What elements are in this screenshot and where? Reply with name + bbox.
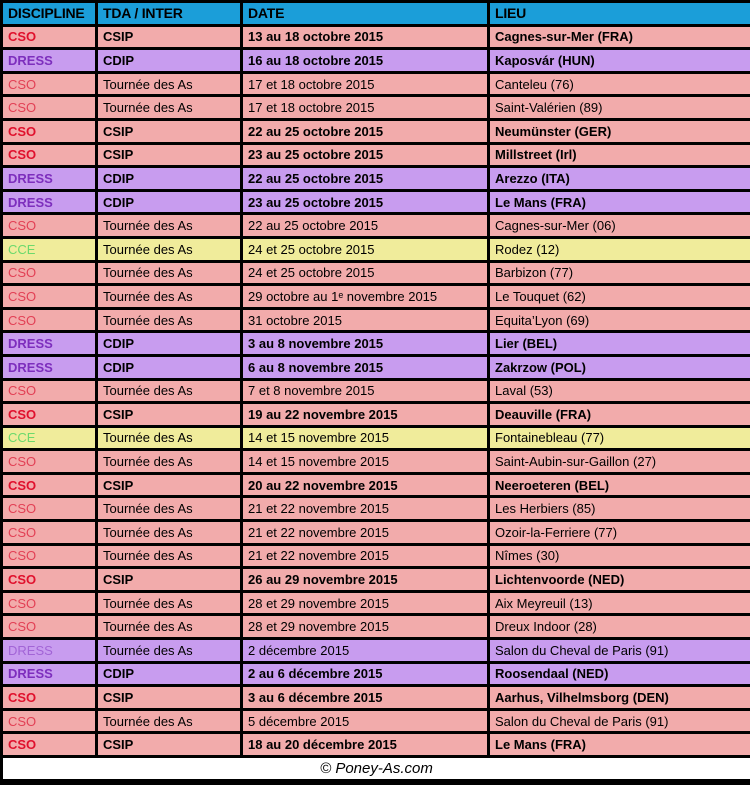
discipline-cell: DRESS	[2, 167, 97, 191]
table-row	[2, 473, 750, 497]
discipline-cell: CSO	[2, 72, 97, 96]
tda-inter-cell: Tournée des As	[97, 450, 242, 474]
lieu-cell: Cagnes-sur-Mer (06)	[489, 214, 750, 238]
lieu-cell: Salon du Cheval de Paris (91)	[489, 709, 750, 733]
table-row	[2, 662, 750, 686]
date-cell: 5 décembre 2015	[242, 709, 489, 733]
table-row	[2, 214, 750, 238]
date-cell: 22 au 25 octobre 2015	[242, 214, 489, 238]
date-cell: 2 au 6 décembre 2015	[242, 662, 489, 686]
date-cell: 23 au 25 octobre 2015	[242, 190, 489, 214]
date-cell: 16 au 18 octobre 2015	[242, 49, 489, 73]
discipline-cell: CSO	[2, 686, 97, 710]
lieu-cell: Le Mans (FRA)	[489, 733, 750, 757]
lieu-cell: Deauville (FRA)	[489, 403, 750, 427]
table-row	[2, 355, 750, 379]
table-row	[2, 119, 750, 143]
col-header-discipline: DISCIPLINE	[2, 2, 97, 26]
lieu-cell: Barbizon (77)	[489, 261, 750, 285]
lieu-cell: Saint-Valérien (89)	[489, 96, 750, 120]
discipline-cell: CSO	[2, 308, 97, 332]
discipline-cell: CCE	[2, 426, 97, 450]
lieu-cell: Salon du Cheval de Paris (91)	[489, 639, 750, 663]
tda-inter-cell: CSIP	[97, 568, 242, 592]
date-cell: 18 au 20 décembre 2015	[242, 733, 489, 757]
discipline-cell: CSO	[2, 497, 97, 521]
date-cell: 13 au 18 octobre 2015	[242, 25, 489, 49]
lieu-cell: Equita’Lyon (69)	[489, 308, 750, 332]
table-row	[2, 450, 750, 474]
lieu-cell: Roosendaal (NED)	[489, 662, 750, 686]
lieu-cell: Dreux Indoor (28)	[489, 615, 750, 639]
date-cell: 24 et 25 octobre 2015	[242, 237, 489, 261]
lieu-cell: Saint-Aubin-sur-Gaillon (27)	[489, 450, 750, 474]
table-body	[2, 25, 750, 756]
tda-inter-cell: Tournée des As	[97, 214, 242, 238]
tda-inter-cell: Tournée des As	[97, 521, 242, 545]
date-cell: 22 au 25 octobre 2015	[242, 167, 489, 191]
lieu-cell: Ozoir-la-Ferriere (77)	[489, 521, 750, 545]
tda-inter-cell: Tournée des As	[97, 544, 242, 568]
discipline-cell: CSO	[2, 473, 97, 497]
lieu-cell: Neumünster (GER)	[489, 119, 750, 143]
table-row	[2, 709, 750, 733]
tda-inter-cell: Tournée des As	[97, 96, 242, 120]
tda-inter-cell: CSIP	[97, 733, 242, 757]
discipline-cell: CSO	[2, 450, 97, 474]
table-row	[2, 521, 750, 545]
table-row	[2, 568, 750, 592]
discipline-cell: CSO	[2, 591, 97, 615]
table-row	[2, 49, 750, 73]
discipline-cell: CSO	[2, 709, 97, 733]
col-header-tda-inter: TDA / INTER	[97, 2, 242, 26]
tda-inter-cell: CSIP	[97, 403, 242, 427]
table-row	[2, 332, 750, 356]
lieu-cell: Neeroeteren (BEL)	[489, 473, 750, 497]
table-row	[2, 686, 750, 710]
date-cell: 22 au 25 octobre 2015	[242, 119, 489, 143]
discipline-cell: DRESS	[2, 355, 97, 379]
table-row	[2, 426, 750, 450]
table-row	[2, 190, 750, 214]
lieu-cell: Nîmes (30)	[489, 544, 750, 568]
lieu-cell: Arezzo (ITA)	[489, 167, 750, 191]
table-row	[2, 285, 750, 309]
discipline-cell: CSO	[2, 261, 97, 285]
table-row	[2, 591, 750, 615]
table-row	[2, 379, 750, 403]
discipline-cell: CSO	[2, 214, 97, 238]
date-cell: 14 et 15 novembre 2015	[242, 426, 489, 450]
tda-inter-cell: Tournée des As	[97, 426, 242, 450]
date-cell: 23 au 25 octobre 2015	[242, 143, 489, 167]
tda-inter-cell: Tournée des As	[97, 591, 242, 615]
date-cell: 2 décembre 2015	[242, 639, 489, 663]
discipline-cell: CSO	[2, 143, 97, 167]
lieu-cell: Rodez (12)	[489, 237, 750, 261]
discipline-cell: DRESS	[2, 49, 97, 73]
date-cell: 26 au 29 novembre 2015	[242, 568, 489, 592]
discipline-cell: CCE	[2, 237, 97, 261]
discipline-cell: DRESS	[2, 639, 97, 663]
table-row	[2, 25, 750, 49]
discipline-cell: CSO	[2, 568, 97, 592]
lieu-cell: Millstreet (Irl)	[489, 143, 750, 167]
table-row	[2, 143, 750, 167]
date-cell: 28 et 29 novembre 2015	[242, 615, 489, 639]
discipline-cell: CSO	[2, 96, 97, 120]
tda-inter-cell: Tournée des As	[97, 72, 242, 96]
lieu-cell: Lichtenvoorde (NED)	[489, 568, 750, 592]
date-cell: 31 octobre 2015	[242, 308, 489, 332]
table-row	[2, 167, 750, 191]
date-cell: 7 et 8 novembre 2015	[242, 379, 489, 403]
col-header-lieu: LIEU	[489, 2, 750, 26]
table-row	[2, 544, 750, 568]
table-row	[2, 733, 750, 757]
tda-inter-cell: CDIP	[97, 332, 242, 356]
date-cell: 24 et 25 octobre 2015	[242, 261, 489, 285]
lieu-cell: Kaposvár (HUN)	[489, 49, 750, 73]
col-header-date: DATE	[242, 2, 489, 26]
tda-inter-cell: Tournée des As	[97, 639, 242, 663]
tda-inter-cell: Tournée des As	[97, 285, 242, 309]
lieu-cell: Canteleu (76)	[489, 72, 750, 96]
date-cell: 29 octobre au 1ᵉ novembre 2015	[242, 285, 489, 309]
discipline-cell: CSO	[2, 544, 97, 568]
lieu-cell: Zakrzow (POL)	[489, 355, 750, 379]
table-header-row	[2, 2, 750, 26]
date-cell: 20 au 22 novembre 2015	[242, 473, 489, 497]
table-row	[2, 261, 750, 285]
date-cell: 17 et 18 octobre 2015	[242, 96, 489, 120]
table-row	[2, 497, 750, 521]
table-row	[2, 615, 750, 639]
tda-inter-cell: Tournée des As	[97, 709, 242, 733]
discipline-cell: CSO	[2, 285, 97, 309]
site-credit: © Poney-As.com	[2, 757, 750, 782]
table-row	[2, 403, 750, 427]
table-row	[2, 308, 750, 332]
date-cell: 21 et 22 novembre 2015	[242, 544, 489, 568]
tda-inter-cell: Tournée des As	[97, 261, 242, 285]
tda-inter-cell: CDIP	[97, 167, 242, 191]
discipline-cell: CSO	[2, 379, 97, 403]
tda-inter-cell: Tournée des As	[97, 379, 242, 403]
date-cell: 14 et 15 novembre 2015	[242, 450, 489, 474]
tda-inter-cell: CDIP	[97, 355, 242, 379]
tda-inter-cell: CSIP	[97, 119, 242, 143]
date-cell: 28 et 29 novembre 2015	[242, 591, 489, 615]
lieu-cell: Lier (BEL)	[489, 332, 750, 356]
discipline-cell: CSO	[2, 119, 97, 143]
date-cell: 3 au 6 décembre 2015	[242, 686, 489, 710]
discipline-cell: DRESS	[2, 190, 97, 214]
table-row	[2, 639, 750, 663]
lieu-cell: Les Herbiers (85)	[489, 497, 750, 521]
discipline-cell: CSO	[2, 403, 97, 427]
table-row	[2, 72, 750, 96]
lieu-cell: Aix Meyreuil (13)	[489, 591, 750, 615]
tda-inter-cell: Tournée des As	[97, 615, 242, 639]
tda-inter-cell: CSIP	[97, 686, 242, 710]
date-cell: 6 au 8 novembre 2015	[242, 355, 489, 379]
discipline-cell: CSO	[2, 733, 97, 757]
discipline-cell: DRESS	[2, 662, 97, 686]
lieu-cell: Le Mans (FRA)	[489, 190, 750, 214]
tda-inter-cell: Tournée des As	[97, 308, 242, 332]
tda-inter-cell: Tournée des As	[97, 237, 242, 261]
discipline-cell: CSO	[2, 615, 97, 639]
discipline-cell: CSO	[2, 521, 97, 545]
date-cell: 3 au 8 novembre 2015	[242, 332, 489, 356]
tda-inter-cell: CSIP	[97, 473, 242, 497]
discipline-cell: CSO	[2, 25, 97, 49]
lieu-cell: Aarhus, Vilhelmsborg (DEN)	[489, 686, 750, 710]
tda-inter-cell: CDIP	[97, 49, 242, 73]
date-cell: 21 et 22 novembre 2015	[242, 521, 489, 545]
discipline-cell: DRESS	[2, 332, 97, 356]
date-cell: 17 et 18 octobre 2015	[242, 72, 489, 96]
tda-inter-cell: CSIP	[97, 25, 242, 49]
date-cell: 21 et 22 novembre 2015	[242, 497, 489, 521]
date-cell: 19 au 22 novembre 2015	[242, 403, 489, 427]
tda-inter-cell: CSIP	[97, 143, 242, 167]
lieu-cell: Cagnes-sur-Mer (FRA)	[489, 25, 750, 49]
lieu-cell: Laval (53)	[489, 379, 750, 403]
tda-inter-cell: Tournée des As	[97, 497, 242, 521]
table-footer-row	[2, 757, 750, 782]
tda-inter-cell: CDIP	[97, 190, 242, 214]
lieu-cell: Le Touquet (62)	[489, 285, 750, 309]
lieu-cell: Fontainebleau (77)	[489, 426, 750, 450]
tda-inter-cell: CDIP	[97, 662, 242, 686]
table-row	[2, 237, 750, 261]
table-row	[2, 96, 750, 120]
